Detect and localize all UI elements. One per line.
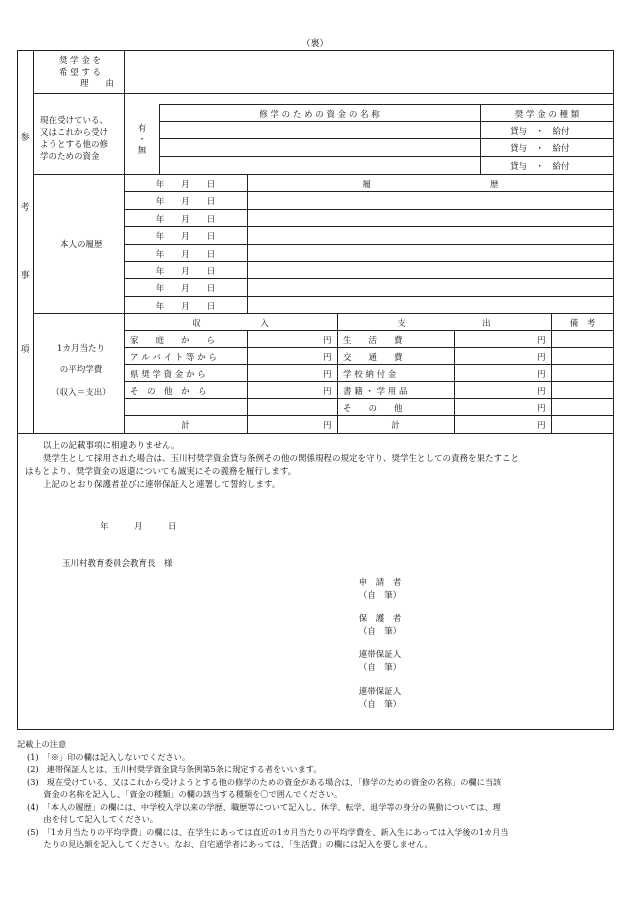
signer-applicant[interactable]: 申 請 者 （自 筆）	[358, 578, 402, 601]
declaration: 以上の記載事項に相違ありません。 奨学生として採用された場合は、玉川村奨学資金貸与条例その他の関係規程の規定を守り、奨学生としての責務を果たすこと はもとより、奨学資金の返還についても誠実にその義務を履行します。 上記のとおり保護者並びに連帯保証人と連署して誓約します。	[25, 441, 520, 490]
remarks-header: 備 考	[569, 319, 596, 329]
reference-column	[17, 50, 34, 433]
yes-no-selector[interactable]: 有 ・ 無	[137, 124, 147, 156]
expense-total-label: 計	[391, 421, 400, 431]
fund-type-header: 奨 学 金 の 種 類	[514, 110, 580, 120]
history-date[interactable]: 年 月 日	[155, 284, 216, 294]
yen-unit: 円	[537, 336, 546, 346]
notes-title: 記載上の注意	[17, 739, 67, 749]
fund-name-header: 修 学 の た め の 資 金 の 名 称	[259, 110, 380, 120]
expense-item: 学 校 納 付 金	[343, 370, 397, 380]
declaration-date[interactable]: 年 月 日	[100, 522, 177, 532]
yen-unit: 円	[323, 353, 332, 363]
fund-type-option[interactable]: 貸与 ・ 給付	[510, 162, 570, 172]
income-item: 家 庭 か ら	[130, 336, 216, 346]
notes: 記載上の注意 (1) 「※」印の欄は記入しないでください。 (2) 連帯保証人とは、玉川村奨学資金貸与条例第5条に規定する者をいいます。 (3) 現在受けている、又はこれから受けようとする他の修学のための資金がある場合は、「修学のための資金の名称」の欄に当該 資金の名称を記入し、「資金の種類」の欄の該当する種類を〇で囲んでください。 (4) 「本人の履歴」の欄には、中学校入学以来の学歴、職歴等について記入し、休学、転学、退学等の身分の異動については、理 由を付して記入してください。 (5) 「1カ月当たりの平均学費」の欄には、在学生にあっては直近の1カ月当たりの平均学費を、新入生にあっては入学後の1カ月当 たりの見込額を記入してください。なお、自宅通学者にあっては、「生活費」の欄には記入を要しません。	[17, 738, 617, 851]
yen-unit: 円	[537, 353, 546, 363]
history-header: 履 歴	[362, 180, 499, 190]
yen-unit: 円	[537, 421, 546, 431]
history-date-header: 年 月 日	[155, 180, 216, 190]
side-label-char: 考	[20, 203, 30, 213]
yen-unit: 円	[323, 387, 332, 397]
fund-type-option[interactable]: 貸与 ・ 給付	[510, 144, 570, 154]
history-date[interactable]: 年 月 日	[155, 215, 216, 225]
expense-item: そ の 他	[343, 404, 403, 414]
history-label: 本人の履歴	[60, 240, 103, 250]
income-item: 県 奨 学 資 金 か ら	[130, 370, 206, 380]
expense-item: 交 通 費	[343, 353, 403, 363]
signer-guardian[interactable]: 保 護 者 （自 筆）	[358, 614, 402, 637]
income-total-label: 計	[181, 421, 190, 431]
income-header: 収 入	[192, 319, 269, 329]
expense-header: 支 出	[397, 319, 491, 329]
yen-unit: 円	[323, 421, 332, 431]
side-label-char: 項	[20, 345, 30, 355]
yen-unit: 円	[537, 387, 546, 397]
expense-item: 書 籍 ・ 学 用 品	[343, 387, 408, 397]
yen-unit: 円	[537, 404, 546, 414]
history-date[interactable]: 年 月 日	[155, 250, 216, 260]
history-date[interactable]: 年 月 日	[155, 267, 216, 277]
fund-type-option[interactable]: 貸与 ・ 給付	[510, 127, 570, 137]
addressee: 玉川村教育委員会教育長 様	[62, 559, 173, 569]
page-side-header: （裏）	[301, 39, 329, 49]
yen-unit: 円	[323, 370, 332, 380]
history-date[interactable]: 年 月 日	[155, 302, 216, 312]
history-date[interactable]: 年 月 日	[155, 232, 216, 242]
history-date[interactable]: 年 月 日	[155, 197, 216, 207]
signer-guarantor-2[interactable]: 連帯保証人 （自 筆）	[358, 687, 402, 710]
yen-unit: 円	[323, 336, 332, 346]
income-item: ア ル バ イ ト 等 か ら	[130, 353, 217, 363]
expense-item: 生 活 費	[343, 336, 403, 346]
side-label-char: 参	[20, 133, 30, 143]
income-item: そ の 他 か ら	[130, 387, 207, 397]
yen-unit: 円	[537, 370, 546, 380]
side-label-char: 事	[20, 271, 30, 281]
reason-label: 奨 学 金 を 希 望 す る 理 由	[58, 56, 114, 89]
reason-input[interactable]	[125, 51, 613, 92]
other-funds-label: 現在受けている、 又はこれから受け ようとする他の修 学のための資金	[40, 116, 109, 162]
signer-guarantor-1[interactable]: 連帯保証人 （自 筆）	[358, 650, 402, 673]
monthly-label: 1カ月当たり の平均学費 （収入＝支出）	[51, 344, 111, 398]
